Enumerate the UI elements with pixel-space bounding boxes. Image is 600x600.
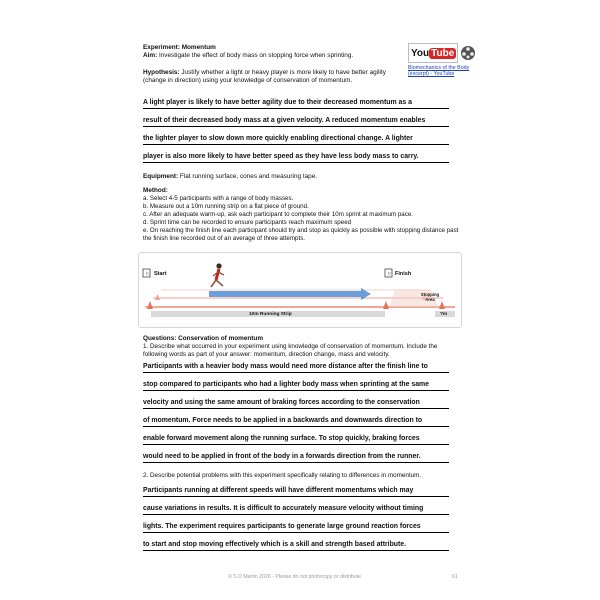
method-step: e. On reaching the finish line each participant should try and stop as quickly as possible with stopping distance past the finish line recorded out of an average of three attempts. [143,227,459,242]
equipment-label: Equipment: [143,173,179,180]
aim-label: Aim: [143,52,158,59]
footer-copyright: © S D Martin 2026 - Please do not photocopy or distribute [228,574,362,580]
hypothesis-text: Justify whether a light or heavy player is more likely to have better agility (change in direction) using your knowledge of conservation of momentum. [143,69,386,84]
youtube-link-text[interactable]: Biomechanics of the Body (excerpt) - YouTube [408,65,470,78]
cone-icon [147,301,153,309]
hypothesis-answer-line: the lighter player to slow down more quickly enabling directional change. A lighter [143,134,449,145]
youtube-logo-you: You [411,48,430,59]
q1-answer-line: of momentum. Force needs to be applied in a backwards and downwards direction to [143,416,449,427]
running-strip-illustration [139,253,461,327]
equipment-text: Flat running surface, cones and measuring tape. [178,173,318,180]
aim-row [143,52,461,60]
q2-answer-line: lights. The experiment requires participants to generate large ground reaction forces [143,522,449,533]
equipment-row [143,173,461,181]
footer-page-number: 61 [452,574,458,580]
hypothesis-row [143,69,405,85]
hypothesis-label: Hypothesis: [143,69,180,76]
stopping-area-label: Stopping Area [420,292,440,302]
svg-text:⚐: ⚐ [387,271,392,278]
method-step: a. Select 4-5 participants with a range of body masses. [143,195,294,202]
hypothesis-answer-line: result of their decreased body mass at a given velocity. A reduced momentum enables [143,116,449,127]
q2-answer-line: cause variations in results. It is difficult to accurately measure velocity without timing [143,504,449,515]
start-label: Start [154,271,167,277]
film-reel-icon [460,45,476,61]
youtube-logo-tube: Tube [431,48,455,59]
q1-answer-line: stop compared to participants who had a lighter body mass when sprinting at the same [143,380,449,391]
running-strip-label: 10m Running Strip [249,311,292,317]
method-step: b. Measure out a 10m running strip on a flat piece of ground. [143,203,309,210]
method-step: c. After an adequate warm-up, ask each participant to complete their 10m sprint at maximum pace. [143,211,413,218]
cone-icon [383,301,389,309]
questions-heading: Questions: Conservation of momentum [143,335,264,342]
finish-label: Finish [395,271,412,277]
experiment-title: Experiment: Momentum [143,44,216,51]
cone-icon [155,294,160,300]
hypothesis-answer-line: player is also more likely to have better speed as they have less body mass to carry. [143,152,449,163]
q1-answer-line: would need to be applied in front of the body in a forwards direction from the runner. [143,452,449,463]
q2-answer-line: to start and stop moving effectively which is a skill and strength based attribute. [143,540,449,551]
q2-answer-line: Participants running at different speeds will have different momentums which may [143,486,449,497]
aim-text: Investigate the effect of body mass on stopping force when sprinting. [157,52,354,59]
method-step: d. Sprint time can be recorded to ensure participants reach maximum speed [143,219,352,226]
q1-answer-line: enable forward movement along the running surface. To stop quickly, braking forces [143,434,449,445]
question-2: 2. Describe potential problems with this experiment specifically relating to differences in momentum. [143,472,422,479]
running-strip-diagram [138,252,462,328]
method-heading: Method: [143,187,168,194]
hypothesis-answer-line: A light player is likely to have better agility due to their decreased momentum as a [143,98,449,109]
runner-figure [211,263,224,287]
q1-answer-line: Participants with a heavier body mass would need more distance after the finish line to [143,362,449,373]
svg-text:⚐: ⚐ [145,271,150,278]
question-1: 1. Describe what occurred in your experiment using knowledge of conservation of momentum. Include the following words as part of your answer: momentum, direction change, mass and velocity. [143,343,438,358]
stop-distance-label: ?m [440,311,448,317]
cone-icon [439,301,445,309]
q1-answer-line: velocity and using the same amount of braking forces according to the conservation [143,398,449,409]
